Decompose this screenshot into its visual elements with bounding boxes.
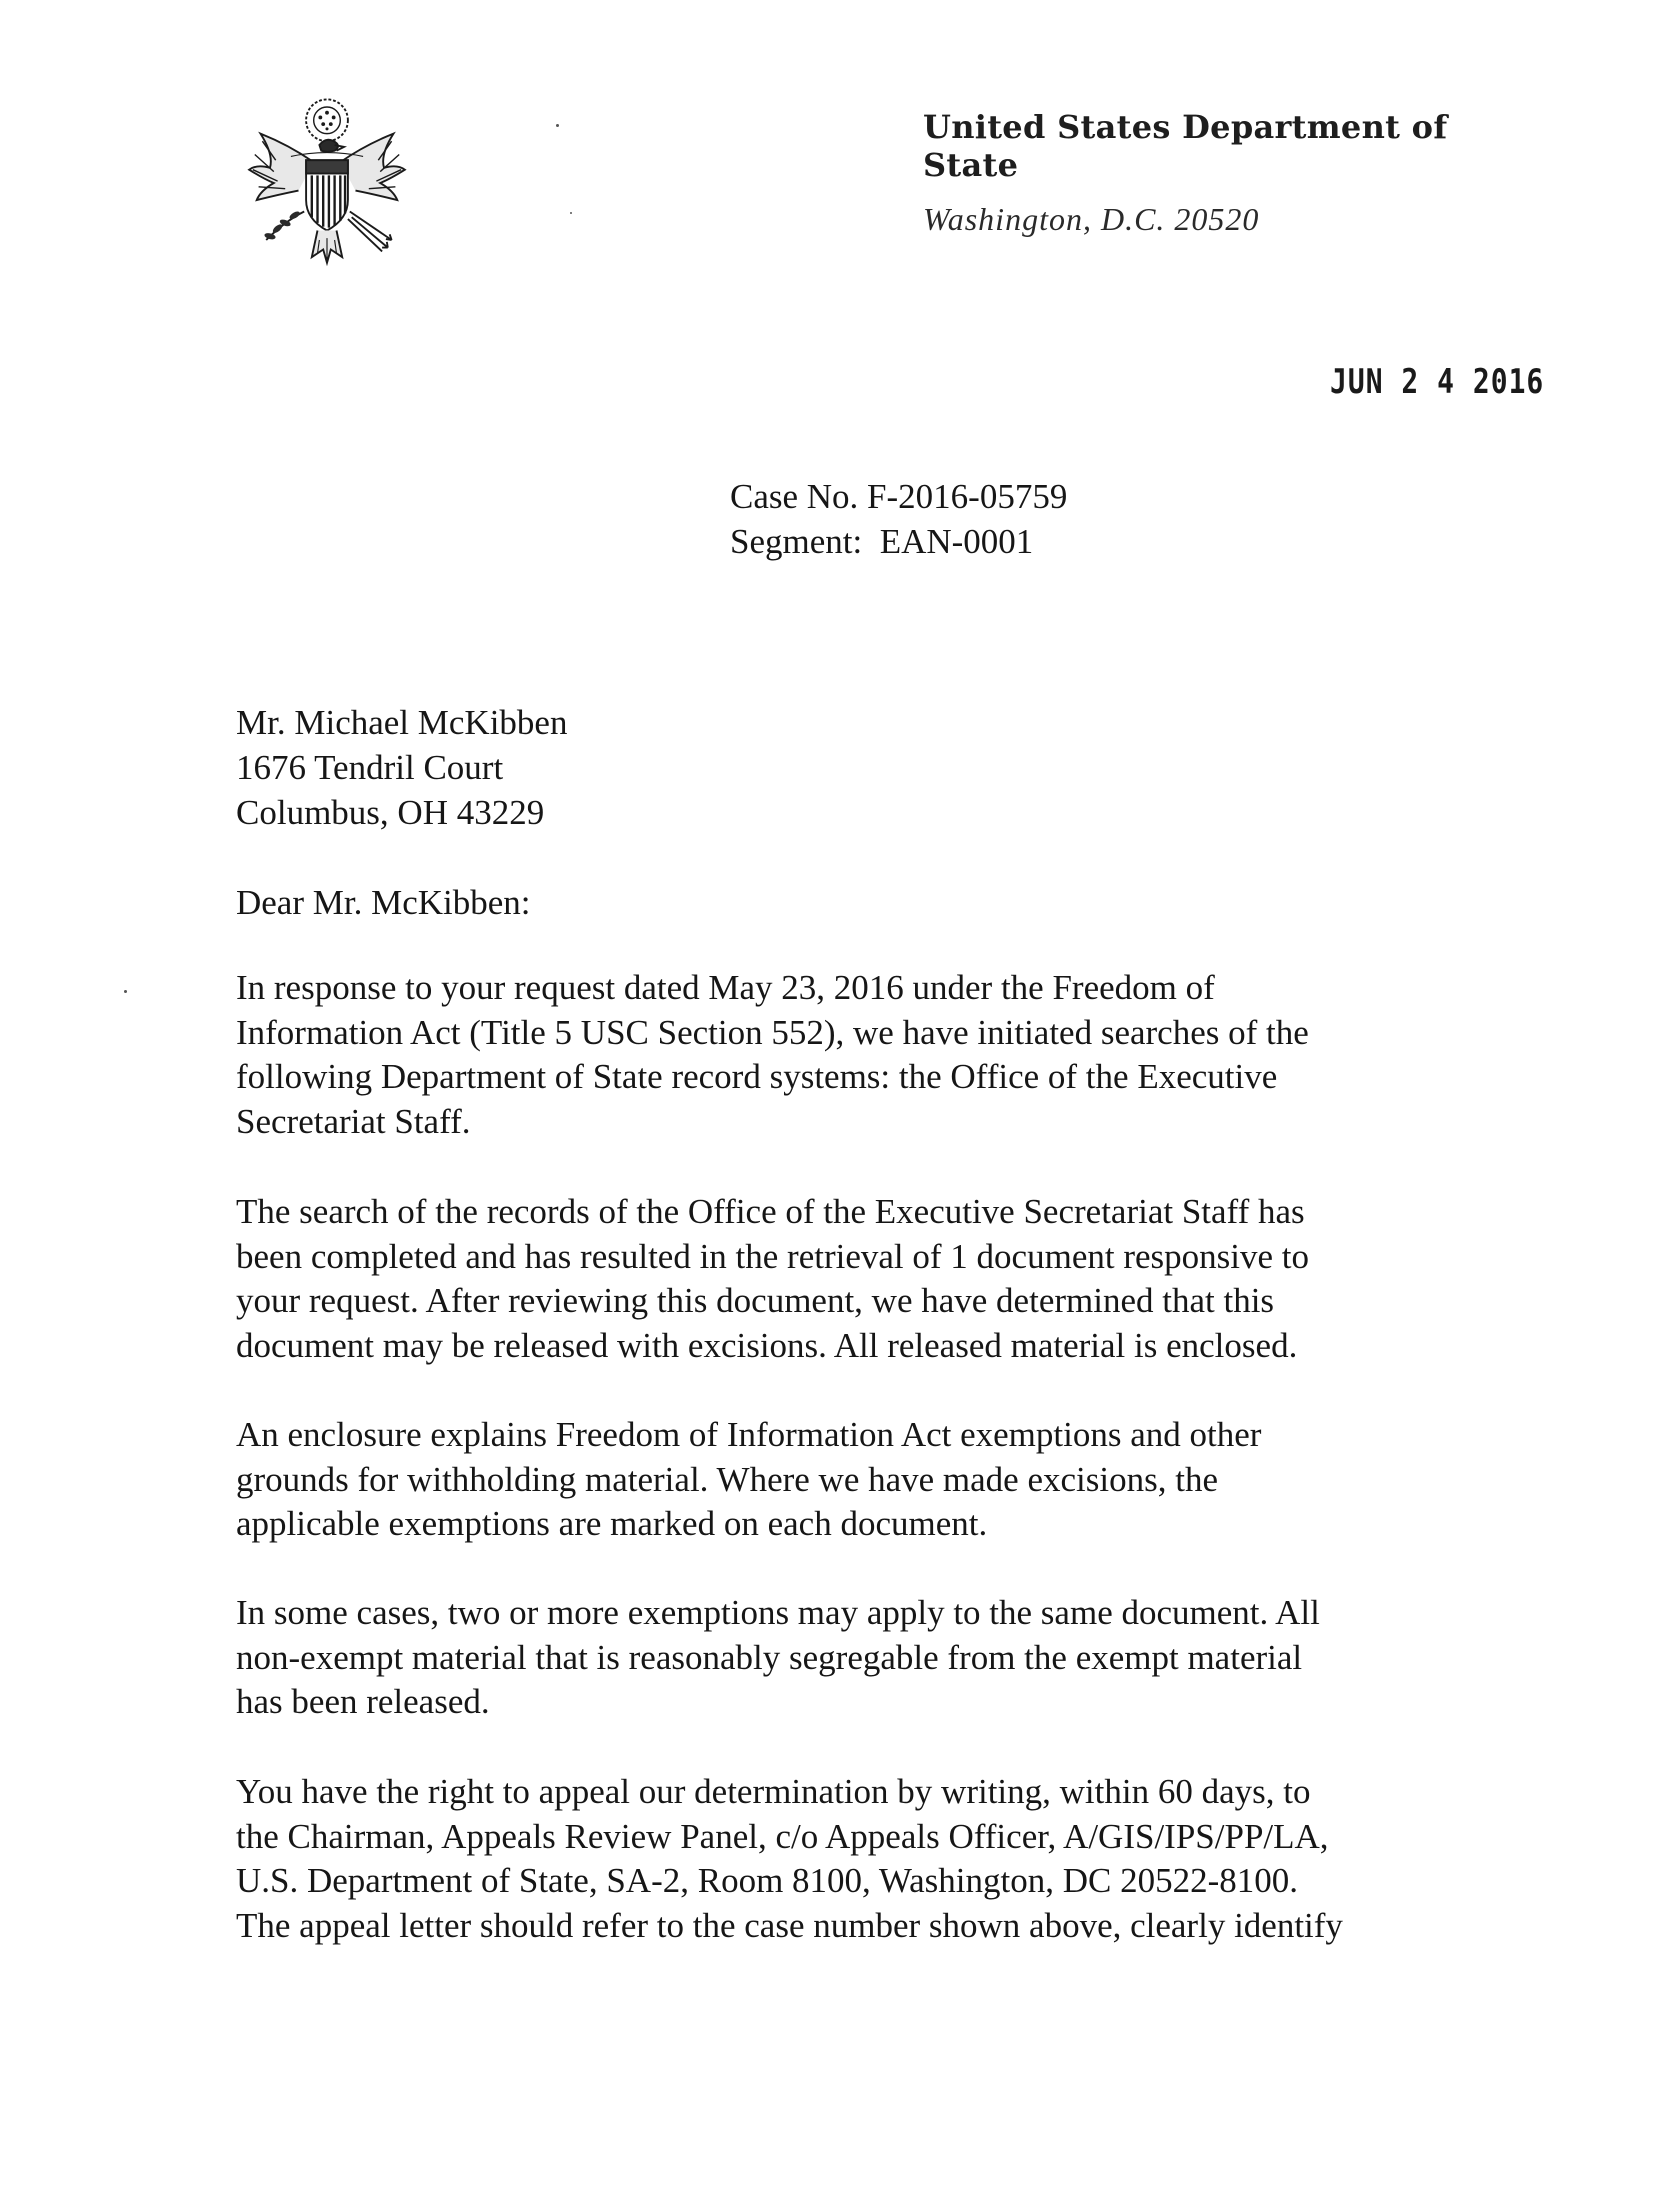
- case-reference: [730, 474, 1067, 564]
- body-paragraph-exemptions: [236, 1591, 1320, 1725]
- paragraph-line: the Chairman, Appeals Review Panel, c/o Appeals Officer, A/GIS/IPS/PP/LA,: [236, 1816, 1329, 1856]
- paragraph-line: your request. After reviewing this document, we have determined that this: [236, 1281, 1275, 1320]
- recipient-street: 1676 Tendril Court: [236, 748, 504, 787]
- paragraph-line: Secretariat Staff.: [236, 1101, 471, 1141]
- paragraph-line: You have the right to appeal our determination by writing, within 60 days, to: [236, 1772, 1311, 1811]
- paragraph-line: The appeal letter should refer to the case number shown above, clearly identify: [236, 1905, 1343, 1945]
- paragraph-line: non-exempt material that is reasonably segregable from the exempt material: [236, 1637, 1303, 1677]
- scan-speck: [556, 124, 559, 127]
- great-seal-emblem: [232, 88, 422, 278]
- scan-speck: [124, 990, 127, 993]
- paragraph-line: Information Act (Title 5 USC Section 552), we have initiated searches of the: [236, 1012, 1309, 1052]
- paragraph-line: In some cases, two or more exemptions may apply to the same document. All: [236, 1593, 1320, 1632]
- department-name: United States Department of State: [923, 108, 1448, 185]
- paragraph-line: has been released.: [236, 1682, 490, 1721]
- case-number: Case No. F-2016-05759: [730, 477, 1068, 516]
- recipient-name: Mr. Michael McKibben: [236, 703, 568, 742]
- paragraph-line: been completed and has resulted in the retrieval of 1 document responsive to: [236, 1236, 1309, 1276]
- paragraph-line: document may be released with excisions. All released material is enclosed.: [236, 1325, 1298, 1365]
- paragraph-line: An enclosure explains Freedom of Information Act exemptions and other: [236, 1415, 1262, 1454]
- body-paragraph-enclosure: [236, 1413, 1261, 1547]
- recipient-address: [236, 700, 567, 835]
- paragraph-line: U.S. Department of State, SA-2, Room 8100, Washington, DC 20522-8100.: [236, 1861, 1299, 1900]
- segment-number: Segment: EAN-0001: [730, 522, 1034, 561]
- salutation: Dear Mr. McKibben:: [236, 883, 531, 922]
- paragraph-line: grounds for withholding material. Where we have made excisions, the: [236, 1459, 1218, 1499]
- body-paragraph-appeal-rights: [236, 1770, 1343, 1948]
- recipient-city-state-zip: Columbus, OH 43229: [236, 793, 545, 832]
- scan-speck: [570, 212, 572, 214]
- date-stamp: JUN 2 4 2016: [1330, 362, 1545, 402]
- letterhead: [923, 108, 1483, 238]
- body-paragraph-search-results: [236, 1190, 1309, 1368]
- paragraph-line: following Department of State record systems: the Office of the Executive: [236, 1057, 1278, 1096]
- paragraph-line: applicable exemptions are marked on each document.: [236, 1504, 988, 1543]
- department-address: Washington, D.C. 20520: [923, 200, 1260, 237]
- body-paragraph-request-response: [236, 966, 1309, 1144]
- paragraph-line: The search of the records of the Office of the Executive Secretariat Staff has: [236, 1192, 1305, 1231]
- paragraph-line: In response to your request dated May 23, 2016 under the Freedom of: [236, 968, 1215, 1007]
